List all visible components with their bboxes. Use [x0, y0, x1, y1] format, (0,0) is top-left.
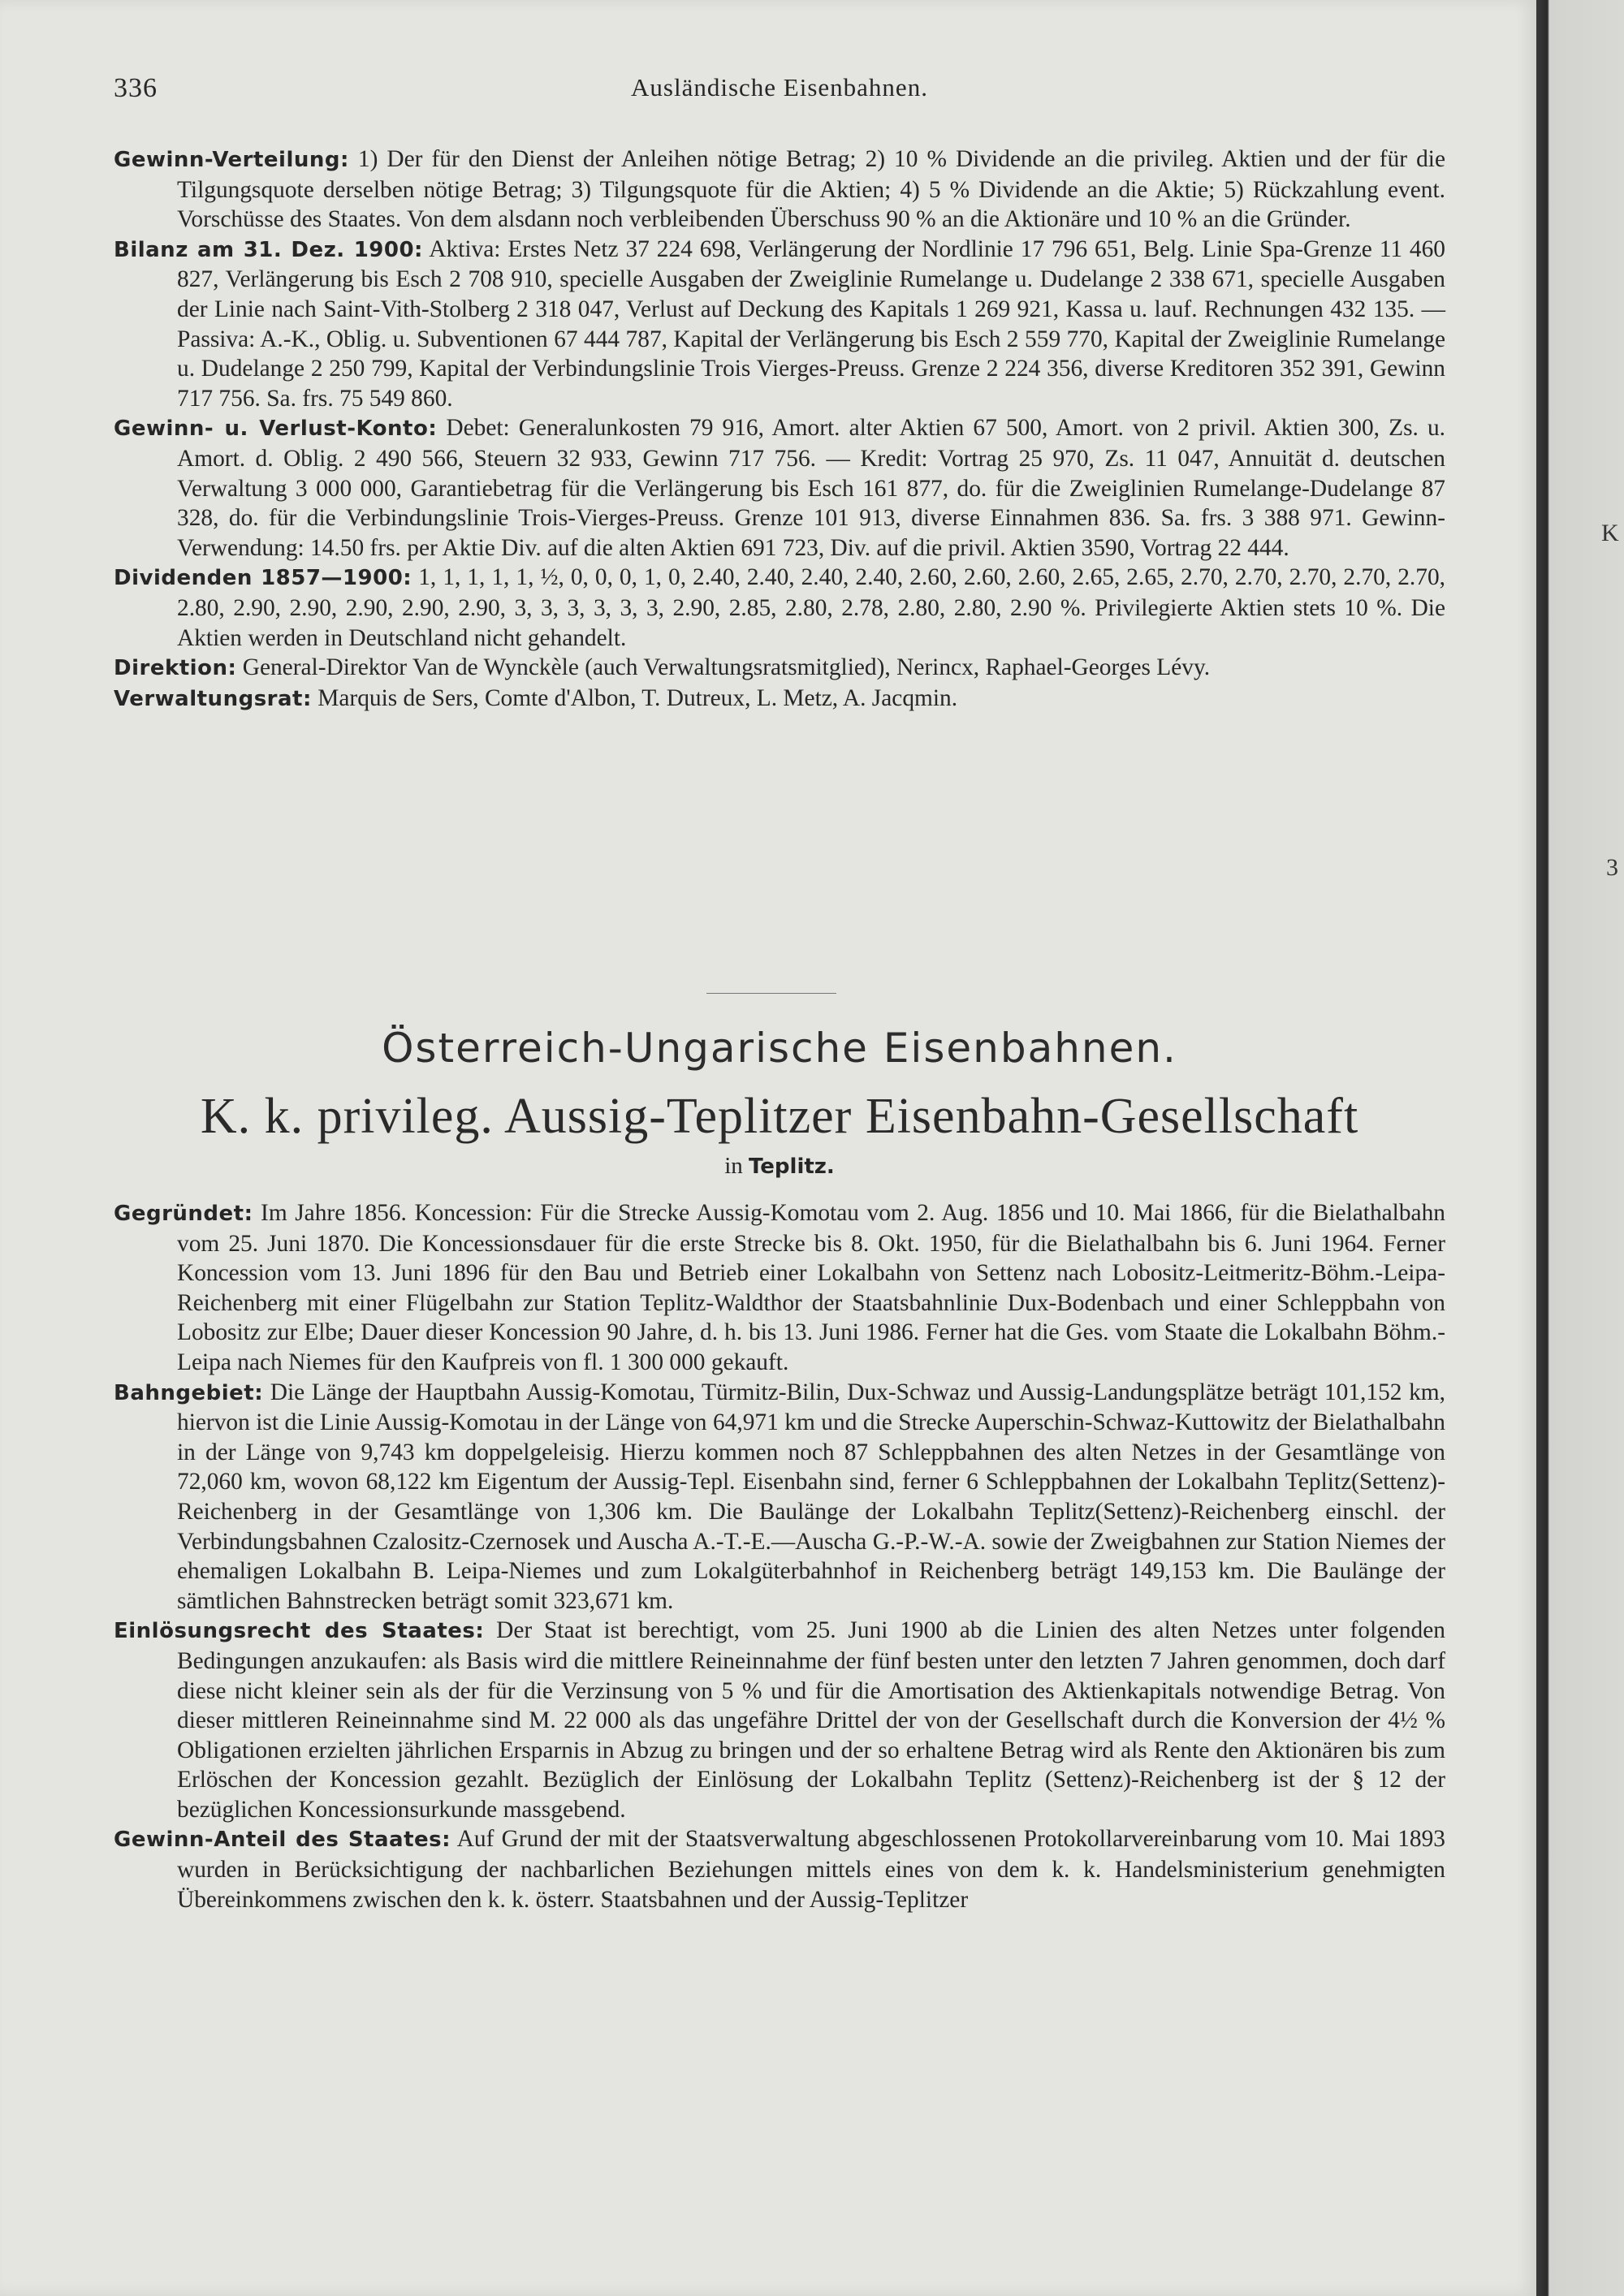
paragraph-label: Direktion:: [114, 656, 237, 681]
paragraph: [114, 413, 1445, 563]
page-number: 336: [114, 73, 158, 103]
location-name: Teplitz.: [749, 1154, 835, 1179]
page-edge: [1536, 0, 1624, 2296]
paragraph: [114, 653, 1445, 684]
paragraph-text: Aktiva: Erstes Netz 37 224 698, Verlängerung der Nordlinie 17 796 651, Belg. Linie Spa-Grenze 11 460 827, Verlängerung bis Esch 2 708 910, specielle Ausgaben der Zweiglinie Rumelange u. Dudelange 2 338 671, specielle Ausgaben der Linie nach Saint-Vith-Stolberg 2 318 047, Verlust auf Deckung des Kapitals 1 269 921, Kassa u. lauf. Rechnungen 432 135. — Passiva: A.-K., Oblig. u. Subventionen 67 444 787, Kapital der Verlängerung bis Esch 2 559 770, Kapital der Zweiglinie Rumelange u. Dudelange 2 250 799, Kapital der Verbindungslinie Trois Vierges-Preuss. Grenze 2 224 356, diverse Kreditoren 352 391, Gewinn 717 756. Sa. frs. 75 549 860.: [177, 235, 1446, 412]
location-prefix: in: [724, 1153, 743, 1179]
margin-mark: 3: [1606, 854, 1618, 881]
paragraph-text: Auf Grund der mit der Staatsverwaltung abgeschlossenen Protokollarvereinbarung vom 10. Mai 1893 wurden in Berücksichtigung der nachbarlichen Beziehungen mittels eines von dem k. k. Handelsministerium genehmigten Übereinkommens zwischen den k. k. österr. Staatsbahnen und der Aussig-Teplitzer: [177, 1826, 1446, 1913]
paragraph-label: Gewinn-Anteil des Staates:: [114, 1828, 451, 1853]
paragraph-text: Debet: Generalunkosten 79 916, Amort. alter Aktien 67 500, Amort. von 2 privil. Aktien 300, Zs. u. Amort. d. Oblig. 2 490 566, Steuern 32 933, Gewinn 717 756. — Kredit: Vortrag 25 970, Zs. 11 047, Annuität d. deutschen Verwaltung 3 000 000, Garantiebetrag für die Verlängerung bis Esch 161 877, do. für die Zweiglinien Rumelange-Dudelange 87 328, do. für die Verbindungslinie Trois-Vierges-Preuss. Grenze 101 913, diverse Einnahmen 836. Sa. frs. 3 388 971. Gewinn-Verwendung: 14.50 frs. per Aktie Div. auf die alten Aktien 691 723, Div. auf die privil. Aktien 3590, Vortrag 22 444.: [177, 415, 1445, 561]
paragraph: [114, 1616, 1445, 1824]
paragraph: [114, 684, 1445, 714]
paragraph-label: Gewinn- u. Verlust-Konto:: [114, 416, 438, 442]
section-aussig-teplitz: [114, 1198, 1445, 1914]
paragraph-label: Gewinn-Verteilung:: [114, 148, 349, 172]
paragraph-text: Die Länge der Hauptbahn Aussig-Komotau, Türmitz-Bilin, Dux-Schwaz und Aussig-Landungsplätze beträgt 101,152 km, hiervon ist die Linie Aussig-Komotau in der Länge von 64,971 km und die Strecke Auperschin-Schwaz-Kuttowitz der Bielathalbahn in der Länge von 9,743 km doppelgeleisig. Hierzu kommen noch 87 Schleppbahnen des alten Netzes in der Gesamtlänge von 72,060 km, wovon 68,122 km Eigentum der Aussig-Tepl. Eisenbahn sind, ferner 6 Schleppbahnen der Lokalbahn Teplitz(Settenz)-Reichenberg in der Gesamtlänge von 1,306 km. Die Baulänge der Lokalbahn Teplitz(Settenz)-Reichenberg einschl. der Verbindungsbahnen Czalositz-Czernosek und Auscha A.-T.-E.—Auscha G.-P.-W.-A. sowie der Zweigbahnen zur Station Niemes der ehemaligen Lokalbahn B. Leipa-Niemes und zum Lokalgüterbahnhof in Reichenberg beträgt 149,153 km. Die Baulänge der sämtlichen Bahnstrecken beträgt somit 323,671 km.: [177, 1379, 1445, 1614]
paragraph: [114, 235, 1445, 414]
paragraph-label: Bilanz am 31. Dez. 1900:: [114, 237, 423, 262]
section-divider: [706, 993, 836, 994]
paragraph: [114, 1824, 1445, 1914]
paragraph: [114, 563, 1445, 653]
running-header: [114, 73, 1445, 114]
paragraph-text: General-Direktor Van de Wynckèle (auch Verwaltungsratsmitglied), Nerincx, Raphael-Georges Lévy.: [242, 654, 1211, 681]
paragraph-text: 1) Der für den Dienst der Anleihen nötige Betrag; 2) 10 % Dividende an die privileg. Aktien und der für die Tilgungsquote derselben nötige Betrag; 3) Tilgungsquote für die Aktien; 4) 5 % Dividende an die Aktie; 5) Rückzahlung event. Vorschüsse des Staates. Von dem alsdann noch verbleibenden Überschuss 90 % an die Aktionäre und 10 % an die Gründer.: [177, 146, 1445, 233]
running-title: Ausländische Eisenbahnen.: [631, 73, 928, 101]
paragraph-text: Im Jahre 1856. Koncession: Für die Strecke Aussig-Komotau vom 2. Aug. 1856 und 10. Mai 1866, für die Bielathalbahn vom 25. Juni 1870. Die Koncessionsdauer für die erste Strecke bis 8. Okt. 1950, für die Bielathalbahn bis 6. Juni 1964. Ferner Koncession vom 13. Juni 1896 für den Bau und Betrieb einer Lokalbahn von Settenz nach Lobositz-Leitmeritz-Böhm.-Leipa-Reichenberg mit einer Flügelbahn zur Station Teplitz-Waldthor der Staatsbahnlinie Dux-Bodenbach und einer Schleppbahn von Lobositz zur Elbe; Dauer dieser Koncession 90 Jahre, d. h. bis 13. Juni 1986. Ferner hat die Ges. vom Staate die Lokalbahn Böhm.-Leipa nach Niemes für den Kaufpreis von fl. 1 300 000 gekauft.: [177, 1200, 1445, 1375]
paragraph-text: Marquis de Sers, Comte d'Albon, T. Dutreux, L. Metz, A. Jacqmin.: [317, 684, 958, 711]
section-belgian-railway: [114, 145, 1445, 714]
company-location: [114, 1153, 1445, 1180]
paragraph-text: Der Staat ist berechtigt, vom 25. Juni 1900 ab die Linien des alten Netzes unter folgenden Bedingungen anzukaufen: als Basis wird die mittlere Reineinnahme der fünf besten unter den letzten 7 Jahren genommen, doch darf diese nicht kleiner sein als der für die Verzinsung von 5 % und für die Amortisation des Aktienkapitals notwendige Betrag. Von dieser mittleren Reineinnahme sind M. 22 000 als das ungefähre Drittel der von der Gesellschaft durch die Konversion der 4½ % Obligationen erzielten jährlichen Ersparnis in Abzug zu bringen und der so erhaltene Betrag wird als Rente den Aktionären bis zum Erlöschen der Koncession gezahlt. Bezüglich der Einlösung der Lokalbahn Teplitz (Settenz)-Reichenberg ist der § 12 der bezüglichen Koncessionsurkunde massgebend.: [177, 1617, 1445, 1823]
paragraph-label: Dividenden 1857—1900:: [114, 566, 412, 591]
section-heading: Österreich-Ungarische Eisenbahnen.: [382, 1025, 1177, 1072]
paragraph-text: 1, 1, 1, 1, 1, ½, 0, 0, 0, 1, 0, 2.40, 2.40, 2.40, 2.40, 2.60, 2.60, 2.60, 2.65, 2.65, 2.70, 2.70, 2.70, 2.70, 2.70, 2.80, 2.90, 2.90, 2.90, 2.90, 2.90, 3, 3, 3, 3, 3, 3, 2.90, 2.85, 2.80, 2.78, 2.80, 2.80, 2.90 %. Privilegierte Aktien stets 10 %. Die Aktien werden in Deutschland nicht gehandelt.: [177, 564, 1445, 651]
paragraph-label: Einlösungsrecht des Staates:: [114, 1619, 485, 1644]
company-name: K. k. privileg. Aussig-Teplitzer Eisenbahn-Gesellschaft: [200, 1089, 1359, 1144]
margin-mark: K: [1601, 520, 1619, 546]
paragraph-label: Bahngebiet:: [114, 1380, 264, 1405]
paragraph: [114, 1198, 1445, 1378]
paragraph-label: Verwaltungsrat:: [114, 686, 312, 711]
paragraph: [114, 145, 1445, 235]
paragraph-label: Gegründet:: [114, 1202, 253, 1226]
paragraph: [114, 1378, 1445, 1616]
